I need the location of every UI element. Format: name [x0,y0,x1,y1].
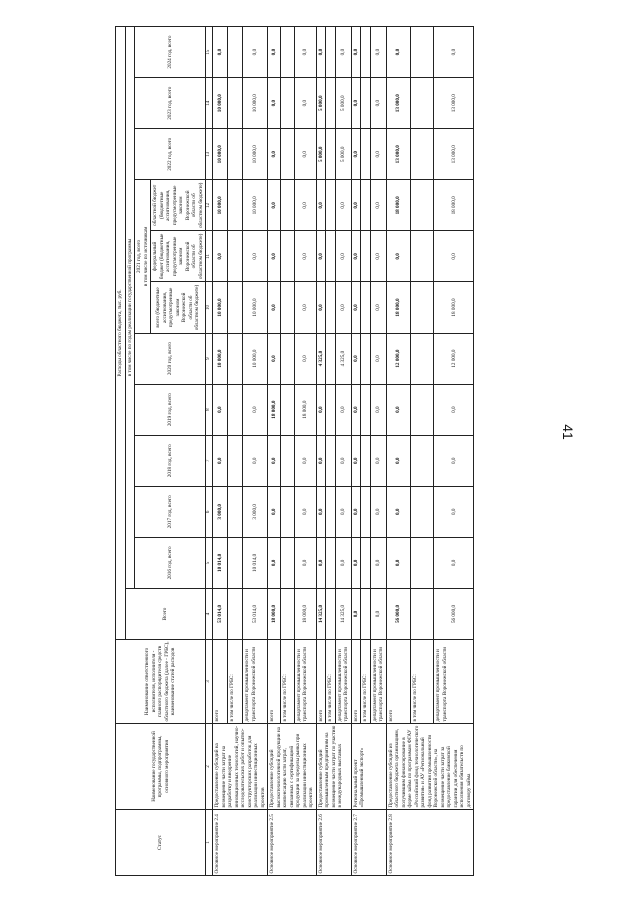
total-value-cell: 4 325,0 [316,333,326,384]
row-status: Основное мероприятие 2.7 [351,810,386,876]
header-2018: 2018 год, всего [135,435,206,486]
empty-cell [326,78,336,129]
total-value-cell: 0,0 [351,27,361,78]
grbs-value-cell: 0,0 [370,588,386,639]
empty-cell [326,231,336,282]
grbs-value-cell: 12 000,0 [434,333,474,384]
column-index-cell: 6 [206,486,213,537]
row-dept-label: департамент промышленности и транспорта Воронежской области [335,640,351,724]
grbs-value-cell: 0,0 [370,129,386,180]
grbs-value-cell: 0,0 [370,435,386,486]
total-value-cell: 10 014,0 [213,537,228,588]
grbs-value-cell: 0,0 [335,231,351,282]
empty-cell [326,384,336,435]
empty-cell [410,486,434,537]
column-index-cell: 11 [206,231,213,282]
total-value-cell: 0,0 [351,282,361,333]
total-value-cell: 0,0 [316,486,326,537]
grbs-value-cell: 14 325,0 [335,588,351,639]
grbs-value-cell: 0,0 [294,435,316,486]
column-index-cell: 7 [206,435,213,486]
grbs-value-cell: 0,0 [370,282,386,333]
empty-cell [281,435,294,486]
empty-cell [410,27,434,78]
empty-cell [281,231,294,282]
row-total-label: всего [316,640,326,724]
total-value-cell: 10 000,0 [213,180,228,231]
total-value-cell: 10 000,0 [213,129,228,180]
grbs-value-cell: 0,0 [335,537,351,588]
total-value-cell: 0,0 [351,78,361,129]
empty-cell [326,333,336,384]
empty-cell [281,129,294,180]
total-value-cell: 56 000,0 [386,588,410,639]
total-value-cell: 0,0 [351,384,361,435]
header-total: Всего [125,588,206,639]
grbs-value-cell: 18 000,0 [294,588,316,639]
total-value-cell: 0,0 [386,537,410,588]
total-value-cell: 0,0 [213,27,228,78]
grbs-value-cell: 0,0 [370,384,386,435]
empty-cell [410,231,434,282]
total-value-cell: 0,0 [268,333,281,384]
grbs-value-cell: 0,0 [243,27,268,78]
grbs-value-cell: 53 014,0 [243,588,268,639]
grbs-value-cell: 0,0 [434,384,474,435]
total-value-cell: 0,0 [268,27,281,78]
empty-cell [228,333,243,384]
header-2021-regional: областной бюджет (бюджетные ассигнования, предусмотренные законом Воронежской области об областном бюджете) [151,180,206,231]
grbs-value-cell: 0,0 [335,435,351,486]
empty-cell [410,537,434,588]
empty-cell [281,486,294,537]
empty-cell [326,537,336,588]
budget-table [115,26,474,876]
grbs-value-cell: 0,0 [370,231,386,282]
grbs-value-cell: 18 000,0 [294,384,316,435]
empty-cell [228,537,243,588]
total-value-cell: 0,0 [386,27,410,78]
grbs-value-cell: 0,0 [370,78,386,129]
grbs-value-cell: 0,0 [434,27,474,78]
row-total-label: всего [268,640,281,724]
grbs-value-cell: 0,0 [335,486,351,537]
grbs-value-cell: 3 000,0 [243,486,268,537]
table-row [316,27,326,876]
empty-cell [410,180,434,231]
grbs-value-cell: 56 000,0 [434,588,474,639]
row-grbs-label: в том числе по ГРБС: [281,640,294,724]
total-value-cell: 0,0 [351,435,361,486]
grbs-value-cell: 0,0 [294,537,316,588]
row-status: Основное мероприятие 2.8 [386,810,474,876]
empty-cell [361,384,371,435]
header-2021-by-source: в том числе по источникам [142,226,149,287]
row-grbs-label: в том числе по ГРБС: [228,640,243,724]
empty-cell [361,537,371,588]
grbs-value-cell: 13 000,0 [434,129,474,180]
empty-cell [228,588,243,639]
empty-cell [326,588,336,639]
grbs-value-cell: 0,0 [370,486,386,537]
empty-cell [410,78,434,129]
row-dept-label: департамент промышленности и транспорта Воронежской области [434,640,474,724]
table-row [268,27,281,876]
empty-cell [281,588,294,639]
column-index-cell: 8 [206,384,213,435]
header-2017: 2017 год, всего [135,486,206,537]
empty-cell [410,333,434,384]
empty-cell [228,435,243,486]
grbs-value-cell: 0,0 [294,333,316,384]
total-value-cell: 0,0 [268,537,281,588]
total-value-cell: 0,0 [316,231,326,282]
grbs-value-cell: 0,0 [294,486,316,537]
grbs-value-cell: 10 000,0 [243,129,268,180]
grbs-value-cell: 0,0 [243,435,268,486]
header-2019: 2019 год, всего [135,384,206,435]
empty-cell [361,588,371,639]
column-index-cell: 15 [206,27,213,78]
grbs-value-cell: 0,0 [370,180,386,231]
total-value-cell: 18 000,0 [268,384,281,435]
empty-cell [228,486,243,537]
row-grbs-label: в том числе по ГРБС: [410,640,434,724]
total-value-cell: 0,0 [213,231,228,282]
total-value-cell: 0,0 [268,180,281,231]
row-total-label: всего [386,640,410,724]
grbs-value-cell: 10 014,0 [243,537,268,588]
header-status: Статус [116,810,206,876]
row-grbs-label: в том числе по ГРБС: [361,640,371,724]
total-value-cell: 5 000,0 [316,129,326,180]
empty-cell [410,435,434,486]
header-including: в том числе по годам реализации государственной программы [125,27,135,589]
total-value-cell: 0,0 [351,180,361,231]
empty-cell [281,180,294,231]
header-2022: 2022 год, всего [135,129,206,180]
grbs-value-cell: 0,0 [370,537,386,588]
empty-cell [326,27,336,78]
column-index-cell: 4 [206,588,213,639]
empty-cell [361,78,371,129]
total-value-cell: 0,0 [268,435,281,486]
grbs-value-cell: 0,0 [243,231,268,282]
empty-cell [228,27,243,78]
column-index-cell: 3 [206,640,213,724]
header-2024: 2024 год, всего [135,27,206,78]
total-value-cell: 18 000,0 [386,282,410,333]
row-name: Предоставление субсидий промышленным предприятиям на возмещение части затрат по участию в международных выставках [316,724,351,810]
empty-cell [410,129,434,180]
empty-cell [281,282,294,333]
total-value-cell: 0,0 [351,537,361,588]
total-value-cell: 18 000,0 [386,180,410,231]
grbs-value-cell: 0,0 [294,180,316,231]
table-body [213,27,474,876]
total-value-cell: 18 000,0 [268,588,281,639]
grbs-value-cell: 18 000,0 [434,180,474,231]
empty-cell [326,180,336,231]
total-value-cell: 0,0 [316,27,326,78]
column-index-cell: 14 [206,78,213,129]
empty-cell [361,231,371,282]
table-row [351,27,361,876]
total-value-cell: 0,0 [351,231,361,282]
empty-cell [228,384,243,435]
total-value-cell: 3 000,0 [213,486,228,537]
row-status: Основное мероприятие 2.6 [316,810,351,876]
row-name: Предоставление субсидий на возмещение части затрат на разработку и внедрение инновационных технологий, научно-исследовательских работ и опытно-конструкторских разработок для реализации инвестиционных проектов [213,724,268,810]
total-value-cell: 0,0 [268,282,281,333]
row-total-label: всего [213,640,228,724]
total-value-cell: 0,0 [268,78,281,129]
total-value-cell: 0,0 [213,384,228,435]
grbs-value-cell: 18 000,0 [434,282,474,333]
total-value-cell: 0,0 [316,537,326,588]
table-row [213,27,228,876]
empty-cell [361,333,371,384]
total-value-cell: 0,0 [386,384,410,435]
row-name: Предоставление субсидий из областного бюджета организациям, получившим финансирование в форме займа по программам ФГАУ «Российский фонд технологического развития» и АУ «Региональный фонд развития промышленности Воронежской области», на возмещение части затрат за предоставление банковской гарантии для обеспечения исполнения обязательств по договору займа [386,724,474,810]
header-2021-federal: федеральный бюджет (бюджетные ассигнования, предусмотренные законом Воронежской области об областном бюджете) [151,231,206,282]
total-value-cell: 0,0 [351,333,361,384]
grbs-value-cell: 0,0 [335,384,351,435]
header-2023: 2023 год, всего [135,78,206,129]
header-responsible: Наименование ответственного исполнителя, исполнителя - главного распорядителя средств областного бюджета (далее - ГРБС), наименование статей расходов [116,640,206,724]
header-2016: 2016 год, всего [135,537,206,588]
row-status: Основное мероприятие 2.4 [213,810,268,876]
empty-cell [228,231,243,282]
row-grbs-label: в том числе по ГРБС: [326,640,336,724]
row-total-label: всего [351,640,361,724]
grbs-value-cell: 0,0 [294,231,316,282]
total-value-cell: 10 000,0 [213,282,228,333]
total-value-cell: 10 000,0 [213,333,228,384]
grbs-value-cell: 0,0 [434,486,474,537]
grbs-value-cell: 0,0 [335,180,351,231]
empty-cell [281,384,294,435]
row-name: Региональный проект «Промышленный экспорт» [351,724,386,810]
row-name: Предоставление субсидий высокотехнологичной продукции на компенсацию части затрат, связанных с сертификацией продукции за пределы рынка при реализации инвестиционных проектов [268,724,317,810]
empty-cell [410,384,434,435]
total-value-cell: 13 000,0 [386,129,410,180]
grbs-value-cell: 0,0 [294,282,316,333]
total-value-cell: 0,0 [316,282,326,333]
grbs-value-cell: 4 325,0 [335,333,351,384]
grbs-value-cell: 0,0 [294,27,316,78]
grbs-value-cell: 0,0 [434,435,474,486]
total-value-cell: 0,0 [268,486,281,537]
empty-cell [281,27,294,78]
row-dept-label: департамент промышленности и транспорта Воронежской области [243,640,268,724]
total-value-cell: 0,0 [351,588,361,639]
total-value-cell: 53 014,0 [213,588,228,639]
budget-table-sheet [115,26,525,876]
total-value-cell: 13 000,0 [386,78,410,129]
column-index-cell: 13 [206,129,213,180]
total-value-cell: 0,0 [386,231,410,282]
grbs-value-cell: 13 000,0 [434,78,474,129]
grbs-value-cell: 0,0 [294,78,316,129]
grbs-value-cell: 0,0 [294,129,316,180]
empty-cell [361,27,371,78]
total-value-cell: 5 000,0 [316,78,326,129]
grbs-value-cell: 0,0 [335,282,351,333]
grbs-value-cell: 0,0 [335,27,351,78]
grbs-value-cell: 10 000,0 [243,333,268,384]
total-value-cell: 0,0 [213,435,228,486]
total-value-cell: 14 325,0 [316,588,326,639]
grbs-value-cell: 10 000,0 [243,78,268,129]
column-index-cell: 1 [206,810,213,876]
empty-cell [361,180,371,231]
header-expenses: Расходы областного бюджета, тыс. руб. [116,27,126,640]
empty-cell [326,129,336,180]
empty-cell [281,333,294,384]
header-name: Наименование государственной программы, подпрограммы, основного мероприятия [116,724,206,810]
empty-cell [326,486,336,537]
empty-cell [228,78,243,129]
empty-cell [326,282,336,333]
column-index-row [206,27,213,876]
total-value-cell: 0,0 [386,486,410,537]
column-index-cell: 5 [206,537,213,588]
total-value-cell: 0,0 [351,486,361,537]
empty-cell [361,486,371,537]
row-status: Основное мероприятие 2.5 [268,810,317,876]
empty-cell [228,180,243,231]
empty-cell [410,282,434,333]
header-2021-total: всего (бюджетные ассигнования, предусмотренные законом Воронежской области об областном бюджете) [151,282,206,333]
header-2021-label: 2021 год, всего [136,239,142,273]
empty-cell [281,537,294,588]
empty-cell [228,282,243,333]
total-value-cell: 0,0 [268,129,281,180]
empty-cell [410,588,434,639]
empty-cell [326,435,336,486]
grbs-value-cell: 10 000,0 [243,180,268,231]
column-index-cell: 2 [206,724,213,810]
column-index-cell: 10 [206,282,213,333]
total-value-cell: 0,0 [268,231,281,282]
total-value-cell: 0,0 [316,180,326,231]
column-index-cell: 9 [206,333,213,384]
total-value-cell: 10 000,0 [213,78,228,129]
grbs-value-cell: 0,0 [434,537,474,588]
grbs-value-cell: 0,0 [243,384,268,435]
empty-cell [361,282,371,333]
header-2020: 2020 год, всего [135,333,206,384]
row-dept-label: департамент промышленности и транспорта Воронежской области [370,640,386,724]
column-index-cell: 12 [206,180,213,231]
grbs-value-cell: 0,0 [370,333,386,384]
total-value-cell: 12 000,0 [386,333,410,384]
empty-cell [361,435,371,486]
grbs-value-cell: 5 000,0 [335,129,351,180]
row-dept-label: департамент промышленности и транспорта Воронежской области [294,640,316,724]
header-2021 [135,180,151,333]
grbs-value-cell: 0,0 [370,27,386,78]
total-value-cell: 0,0 [316,384,326,435]
total-value-cell: 0,0 [386,435,410,486]
grbs-value-cell: 10 000,0 [243,282,268,333]
total-value-cell: 0,0 [351,129,361,180]
total-value-cell: 0,0 [316,435,326,486]
page-number: 41 [559,424,576,440]
empty-cell [228,129,243,180]
empty-cell [281,78,294,129]
table-row [386,27,410,876]
grbs-value-cell: 0,0 [434,231,474,282]
empty-cell [361,129,371,180]
grbs-value-cell: 5 000,0 [335,78,351,129]
